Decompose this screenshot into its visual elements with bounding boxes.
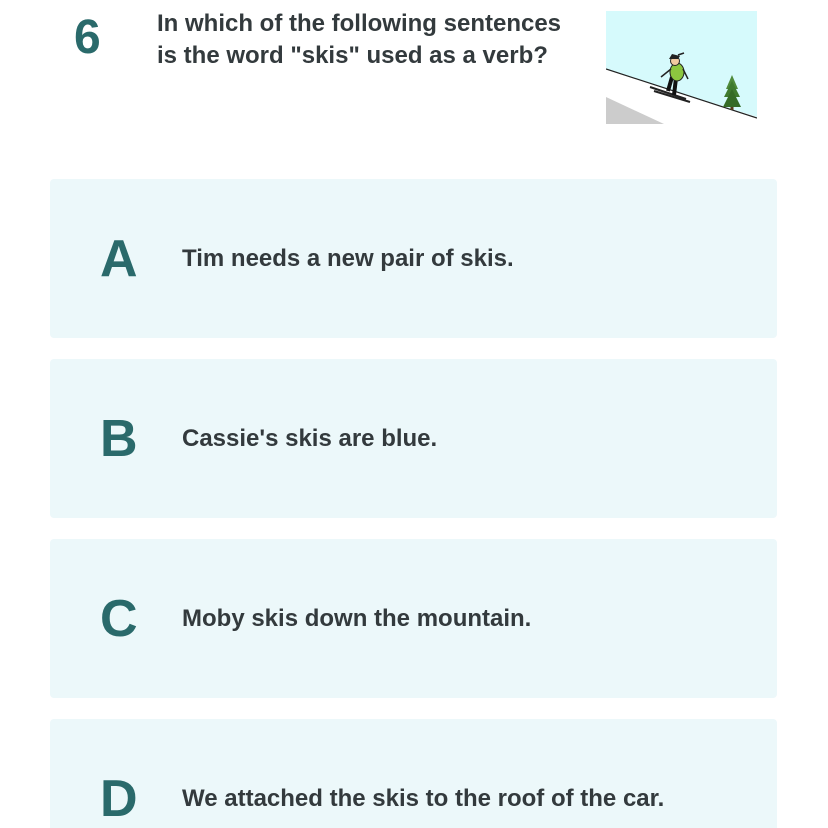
option-a[interactable] [50,179,777,338]
option-b[interactable] [50,359,777,518]
option-text: Moby skis down the mountain. [182,604,532,632]
option-d[interactable] [50,719,777,828]
option-letter: A [100,229,138,288]
option-text: We attached the skis to the roof of the car. [182,784,665,812]
question-number: 6 [74,11,101,64]
skier-illustration-icon [606,11,757,124]
question-text [157,8,607,72]
option-c[interactable] [50,539,777,698]
question-text-line-2: is the word "skis" used as a verb? [157,42,548,69]
option-text: Cassie's skis are blue. [182,424,438,452]
question-text-line-1: In which of the following sentences [157,10,562,37]
option-letter: B [100,409,138,468]
option-letter: D [100,769,138,828]
option-letter: C [100,589,138,648]
option-text: Tim needs a new pair of skis. [182,244,514,272]
